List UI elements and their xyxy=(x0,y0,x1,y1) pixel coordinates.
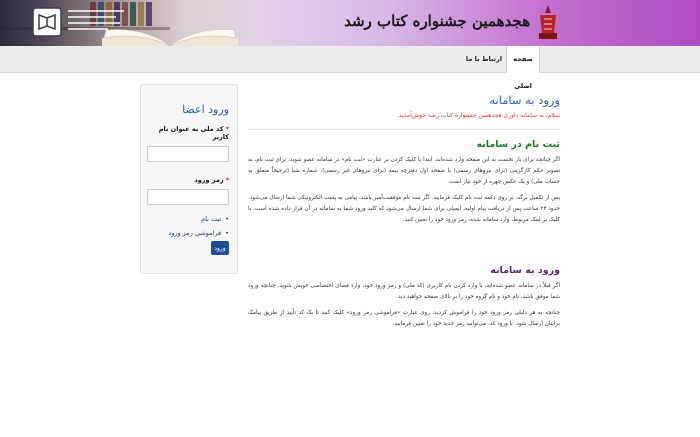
password-label: *رمز ورود xyxy=(194,176,229,184)
register-link[interactable]: • ثبت نام xyxy=(149,215,229,223)
forgot-password-link[interactable]: • فراموشی رمز ورود xyxy=(149,229,229,237)
username-label: *کد ملی به عنوان نام کاربر xyxy=(158,125,229,141)
divider xyxy=(248,129,560,130)
site-title: هجدهمین جشنواره کتاب رشد xyxy=(344,12,530,30)
top-nav xyxy=(0,46,700,90)
password-input[interactable] xyxy=(147,189,229,205)
main-content xyxy=(248,90,560,330)
login-paragraph-1: اگر قبلاً در سامانه عضو شده‌اید، با وارد کردن نام کاربری (کد ملی) و رمز ورود خود، وارد فضای اختصاصی خویش شوید. چنانچه ورود شما موفق باشد، نام خود و نام گروه خود را بر بالای صفحه خواهید دید. xyxy=(248,283,560,300)
register-paragraph-1: اگر چنانچه برای بار نخست به این صفحه وارد شده‌اید، ابتدا با کلیک کردن بر عبارت «ثبت نام» در سامانه عضو شوید. برای ثبت نام، به تصویر حکم کارگزینی (برای نیروهای رسمی) یا صفحه اول دفترچه بیمه (برای نیروهای غیر رسمی)، شماره شبا (ترجیحاً متعلق به حساب ملی) و یک عکس چهره از خود نیاز است. xyxy=(248,157,560,185)
register-paragraph-2: پس از تکمیل برگه، بر روی دکمه ثبت نام کلیک فرمایید. اگر ثبت نام موفقیت‌آمیز باشد، پیامی به پست الکترونیکی شما ارسال می‌شود. حدود ۲۴ ساعت پس از دریافت پیام اولیه، ایمیلی برای شما ارسال می‌شود که کلید ورود شما به سامانه در آن قرار داده شده است. با کلیک بر لینک مربوط، وارد سامانه شده، رمز ورود خود را تعیین کنید. xyxy=(248,195,560,223)
page-title: ورود به سامانه xyxy=(489,93,560,107)
festival-logo-icon xyxy=(536,3,560,43)
ministry-emblem-icon xyxy=(30,5,64,39)
login-heading: ورود به سامانه xyxy=(490,265,560,276)
login-links xyxy=(149,215,229,237)
username-input[interactable] xyxy=(147,146,229,162)
required-marker: * xyxy=(225,176,229,184)
login-title: ورود اعضا xyxy=(182,103,229,116)
required-marker: * xyxy=(225,125,229,133)
welcome-message: سلام. به سامانه داوری هجدهمین جشنواره کتاب رشد خوش‌آمدید. xyxy=(397,112,560,119)
books-illustration xyxy=(0,0,300,46)
login-paragraph-2: چنانچه به هر دلیلی رمز ورود خود را فراموش کردید، روی عبارت «فراموشی رمز ورود» کلیک کنید تا یک کد تأیید از طریق پیامک برایتان ارسال شود. با ورود کد، می‌توانید رمز جدید خود را تعیین فرمایید. xyxy=(248,310,560,327)
emblem-caption xyxy=(68,10,128,34)
register-heading: ثبت نام در سامانه xyxy=(476,139,560,150)
login-panel xyxy=(140,84,238,274)
header-banner xyxy=(0,0,700,46)
nav-tab-contact[interactable]: ارتباط با ما xyxy=(465,55,503,63)
nav-tab-home[interactable]: صفحه اصلی xyxy=(506,46,540,73)
login-submit-button[interactable]: ورود xyxy=(211,241,229,255)
